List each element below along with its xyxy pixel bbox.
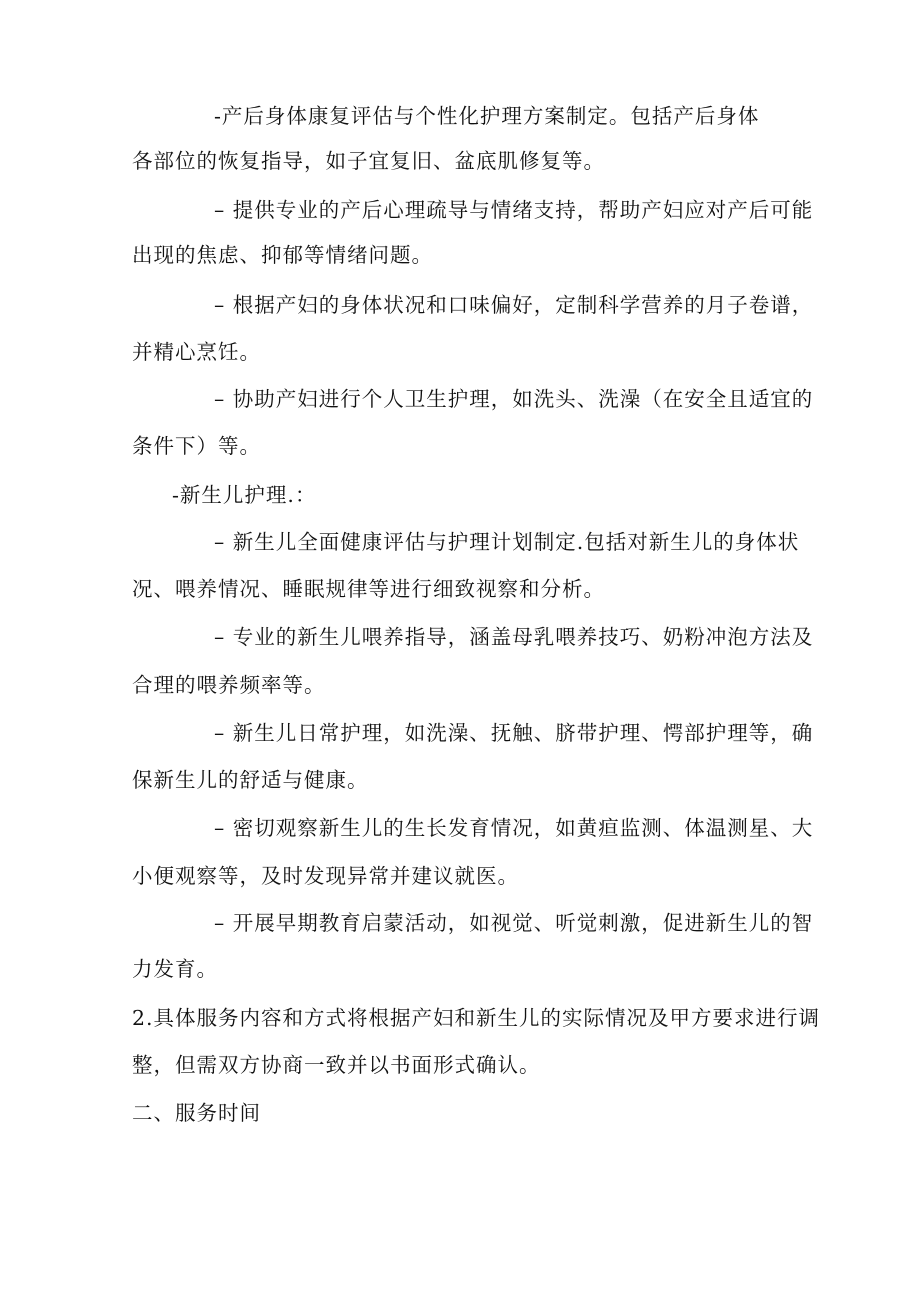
text-line-7: – 协助产妇进行个人卫生护理，如洗头、洗澡（在安全且适宜的 xyxy=(214,387,814,411)
text-line-3: – 提供专业的产后心理疏导与情绪支持，帮助产妇应对产后可能 xyxy=(214,198,814,222)
section-heading-service-time: 二、服务时间 xyxy=(132,1101,261,1125)
section-heading-newborn-care: -新生儿护理.： xyxy=(172,483,317,507)
text-line-17: 小便观察等，及时发现异常并建议就医。 xyxy=(132,864,519,888)
text-line-6: 并精心烹饪。 xyxy=(132,340,261,364)
text-line-16: – 密切观察新生儿的生长发育情况，如黄疸监测、体温测星、大 xyxy=(214,816,814,840)
text-line-20: 2.具体服务内容和方式将根据产妇和新生儿的实际情况及甲方要求进行调 xyxy=(132,1006,821,1030)
text-line-5: – 根据产妇的身体状况和口味偏好，定制科学营养的月子卷谱， xyxy=(214,293,814,317)
text-line-15: 保新生儿的舒适与健康。 xyxy=(132,768,369,792)
text-line-4: 出现的焦虑、抑郁等情绪问题。 xyxy=(132,243,433,267)
text-line-21: 整，但需双方协商一致并以书面形式确认。 xyxy=(132,1053,541,1077)
text-line-10: – 新生儿全面健康评估与护理计划制定.包括对新生儿的身体状 xyxy=(214,530,800,554)
text-line-19: 力发育。 xyxy=(132,957,218,981)
text-line-1: -产后身体康复评估与个性化护理方案制定。包括产后身体 xyxy=(214,104,760,128)
text-line-18: – 开展早期教育启蒙活动，如视觉、听觉刺激，促进新生儿的智 xyxy=(214,911,814,935)
text-line-14: – 新生儿日常护理，如洗澡、抚触、脐带护理、愕部护理等，确 xyxy=(214,721,814,745)
text-line-8: 条件下）等。 xyxy=(132,434,261,458)
text-line-2: 各部位的恢复指导，如子宜复旧、盆底肌修复等。 xyxy=(132,149,605,173)
text-line-11: 况、喂养情况、睡眠规律等进行细致视察和分析。 xyxy=(132,577,605,601)
text-line-12: – 专业的新生儿喂养指导，涵盖母乳喂养技巧、奶粉冲泡方法及 xyxy=(214,625,814,649)
text-line-13: 合理的喂养频率等。 xyxy=(132,673,326,697)
